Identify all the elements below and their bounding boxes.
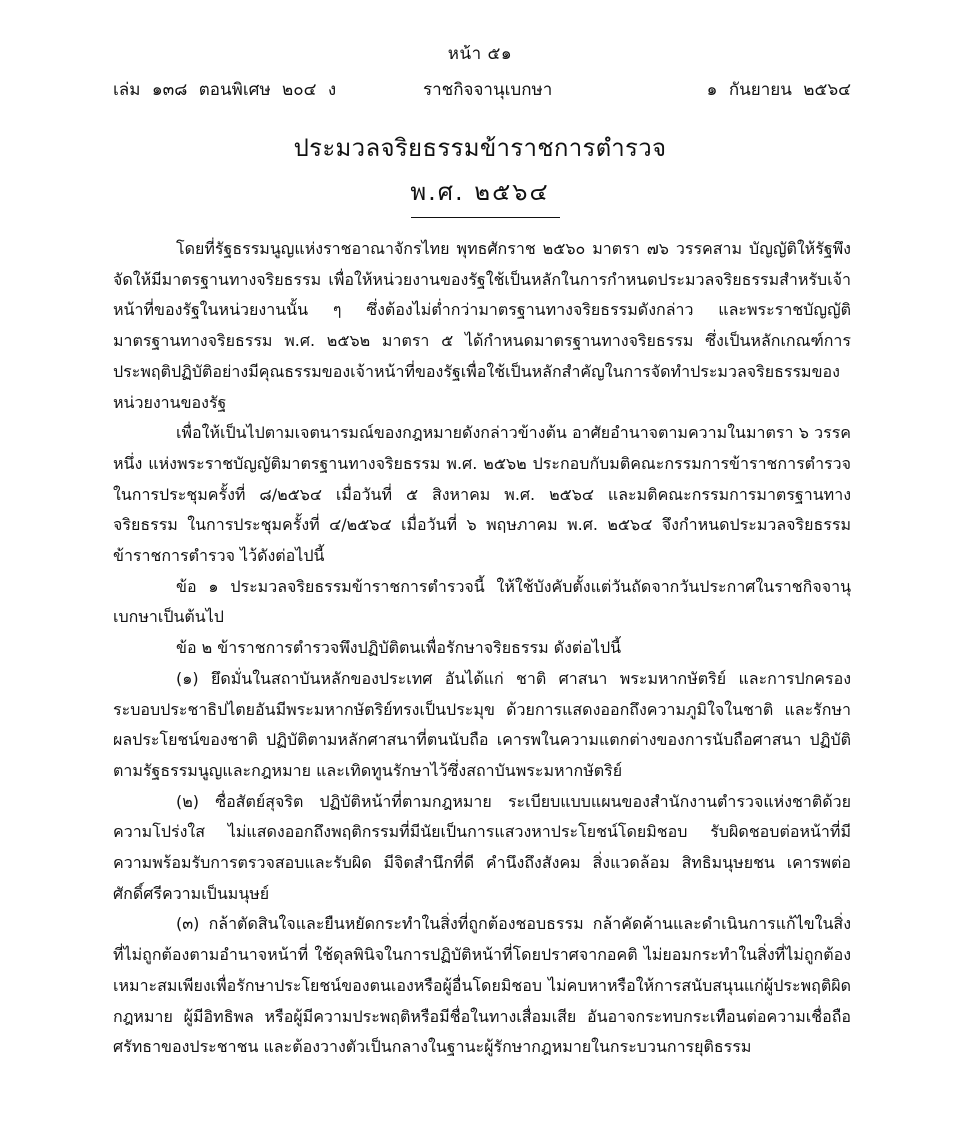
publication-name: ราชกิจจานุเบกษา bbox=[423, 80, 553, 100]
gazette-header bbox=[113, 76, 851, 102]
clause-2-item-1: (๑) ยึดมั่นในสถาบันหลักของประเทศ อันได้แก่ ชาติ ศาสนา พระมหากษัตริย์ และการปกครองระบอบประชาธิปไตยอันมีพระมหากษัตริย์ทรงเป็นประมุข ด้วยการแสดงออกถึงความภูมิใจในชาติ และรักษาผลประโยชน์ของชาติ ปฏิบัติตามหลักศาสนาที่ตนนับถือ เคารพในความแตกต่างของการนับถือศาสนา ปฏิบัติตามรัฐธรรมนูญและกฎหมาย และเทิดทูนรักษาไว้ซึ่งสถาบันพระมหากษัตริย์ bbox=[113, 668, 851, 780]
publication-date: ๑ กันยายน ๒๕๖๔ bbox=[706, 80, 851, 100]
document-year: พ.ศ. ๒๕๖๔ bbox=[410, 178, 550, 206]
clause-2-item-3: (๓) กล้าตัดสินใจและยืนหยัดกระทำในสิ่งที่ถูกต้องชอบธรรม กล้าคัดค้านและดำเนินการแก้ไขในสิ่งที่ไม่ถูกต้องตามอำนาจหน้าที่ ใช้ดุลพินิจในการปฏิบัติหน้าที่โดยปราศจากอคติ ไม่ยอมกระทำในสิ่งที่ไม่ถูกต้องเหมาะสมเพียงเพื่อรักษาประโยชน์ของตนเองหรือผู้อื่นโดยมิชอบ ไม่คบหาหรือให้การสนับสนุนแก่ผู้ประพฤติผิดกฎหมาย ผู้มีอิทธิพล หรือผู้มีความประพฤติหรือมีชื่อในทางเสื่อมเสีย อันอาจกระทบกระเทือนต่อความเชื่อถือศรัทธาของประชาชน และต้องวางตัวเป็นกลางในฐานะผู้รักษากฎหมายในกระบวนการยุติธรรม bbox=[113, 914, 851, 1057]
clause-2-item-2: (๒) ซื่อสัตย์สุจริต ปฏิบัติหน้าที่ตามกฎหมาย ระเบียบแบบแผนของสำนักงานตำรวจแห่งชาติด้วยความโปร่งใส ไม่แสดงออกถึงพฤติกรรมที่มีนัยเป็นการแสวงหาประโยชน์โดยมิชอบ รับผิดชอบต่อหน้าที่มีความพร้อมรับการตรวจสอบและรับผิด มีจิตสำนึกที่ดี คำนึงถึงสังคม สิ่งแวดล้อม สิทธิมนุษยชน เคารพต่อศักดิ์ศรีความเป็นมนุษย์ bbox=[113, 791, 851, 903]
title-divider bbox=[411, 217, 560, 218]
document-body bbox=[113, 234, 851, 1063]
clause-2: ข้อ ๒ ข้าราชการตำรวจพึงปฏิบัติตนเพื่อรักษาจริยธรรม ดังต่อไปนี้ bbox=[176, 638, 622, 658]
page-number: หน้า ๕๑ bbox=[447, 44, 513, 64]
authority-paragraph: เพื่อให้เป็นไปตามเจตนารมณ์ของกฎหมายดังกล่าวข้างต้น อาศัยอำนาจตามความในมาตรา ๖ วรรคหนึ่ง แห่งพระราชบัญญัติมาตรฐานทางจริยธรรม พ.ศ. ๒๕๖๒ ประกอบกับมติคณะกรรมการข้าราชการตำรวจ ในการประชุมครั้งที่ ๘/๒๕๖๔ เมื่อวันที่ ๕ สิงหาคม พ.ศ. ๒๕๖๔ และมติคณะกรรมการมาตรฐานทางจริยธรรม ในการประชุมครั้งที่ ๔/๒๕๖๔ เมื่อวันที่ ๖ พฤษภาคม พ.ศ. ๒๕๖๔ จึงกำหนดประมวลจริยธรรมข้าราชการตำรวจ ไว้ดังต่อไปนี้ bbox=[113, 423, 851, 566]
volume-issue: เล่ม ๑๓๘ ตอนพิเศษ ๒๐๔ ง bbox=[113, 80, 337, 100]
preamble-paragraph: โดยที่รัฐธรรมนูญแห่งราชอาณาจักรไทย พุทธศักราช ๒๕๖๐ มาตรา ๗๖ วรรคสาม บัญญัติให้รัฐพึงจัดให้มีมาตรฐานทางจริยธรรม เพื่อให้หน่วยงานของรัฐใช้เป็นหลักในการกำหนดประมวลจริยธรรมสำหรับเจ้าหน้าที่ของรัฐในหน่วยงานนั้น ๆ ซึ่งต้องไม่ต่ำกว่ามาตรฐานทางจริยธรรมดังกล่าว และพระราชบัญญัติมาตรฐานทางจริยธรรม พ.ศ. ๒๕๖๒ มาตรา ๕ ได้กำหนดมาตรฐานทางจริยธรรม ซึ่งเป็นหลักเกณฑ์การประพฤติปฏิบัติอย่างมีคุณธรรมของเจ้าหน้าที่ของรัฐเพื่อใช้เป็นหลักสำคัญในการจัดทำประมวลจริยธรรมของหน่วยงานของรัฐ bbox=[113, 239, 851, 412]
clause-1: ข้อ ๑ ประมวลจริยธรรมข้าราชการตำรวจนี้ ให้ใช้บังคับตั้งแต่วันถัดจากวันประกาศในราชกิจจานุเบกษาเป็นต้นไป bbox=[113, 576, 851, 627]
document-title: ประมวลจริยธรรมข้าราชการตำรวจ bbox=[293, 134, 667, 162]
